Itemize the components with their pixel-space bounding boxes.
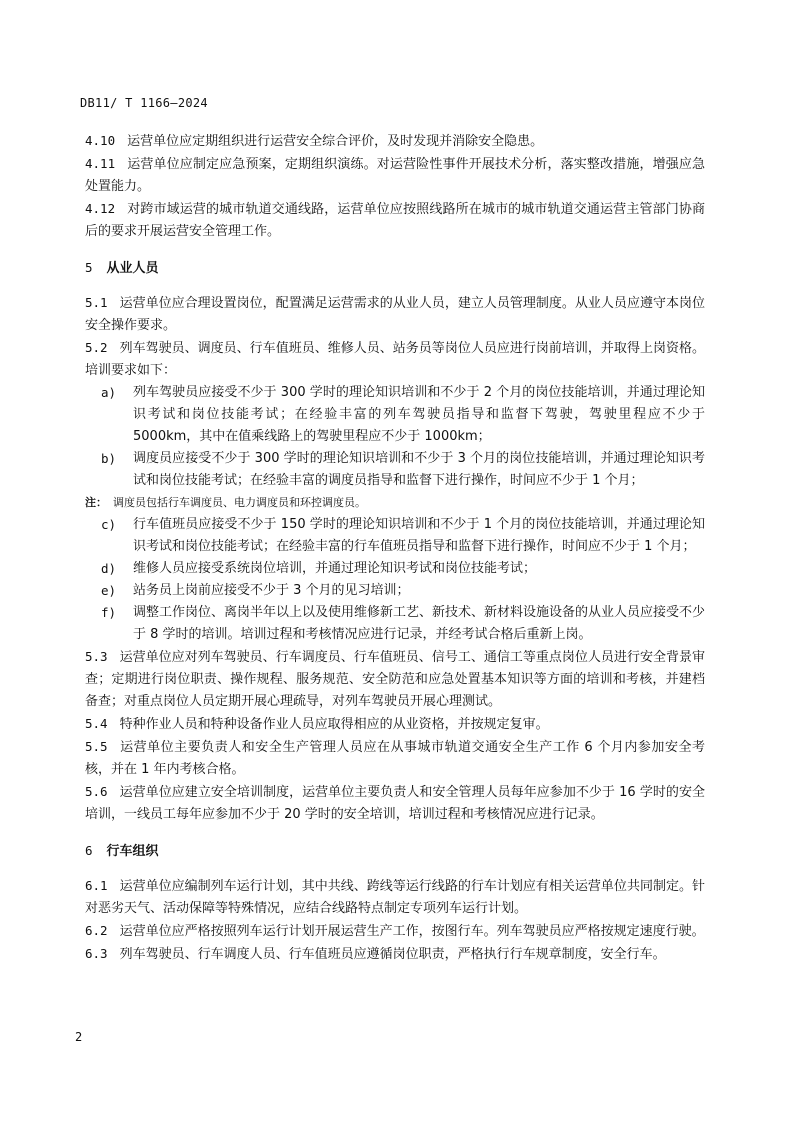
list-item-f: f) 调整工作岗位、离岗半年以上以及使用维修新工艺、新技术、新材料设施设备的从业人员应接受不少于 8 学时的培训。培训过程和考核情况应进行记录，并经考试合格后重新上岗。	[101, 605, 706, 642]
clause-5-5: 5.5 运营单位主要负责人和安全生产管理人员应在从事城市轨道交通安全生产工作 6 个月内参加安全考核，并在 1 年内考核合格。	[85, 739, 705, 777]
clause-6-2: 6.2 运营单位应严格按照列车运行计划开展运营生产工作，按图行车。列车驾驶员应严格按规定速度行驶。	[85, 923, 705, 939]
clause-4-10: 4.10 运营单位应定期组织进行运营安全综合评价，及时发现并消除安全隐患。	[85, 133, 544, 149]
list-item-a: a) 列车驾驶员应接受不少于 300 学时的理论知识培训和不少于 2 个月的岗位技能培训，并通过理论知识考试和岗位技能考试；在经验丰富的列车驾驶员指导和监督下驾驶，驾驶里程应不少于 5000km，其中在值乘线路上的驾驶里程应不少于 1000km；	[101, 385, 705, 444]
clause-5-1: 5.1 运营单位应合理设置岗位，配置满足运营需求的从业人员，建立人员管理制度。从业人员应遵守本岗位安全操作要求。	[85, 295, 705, 333]
header-rule	[80, 116, 708, 117]
clause-5-4: 5.4 特种作业人员和特种设备作业人员应取得相应的从业资格，并按规定复审。	[85, 716, 549, 732]
clause-5-3: 5.3 运营单位应对列车驾驶员、行车调度员、行车值班员、信号工、通信工等重点岗位人员进行安全背景审查；定期进行岗位职责、操作规程、服务规范、安全防范和应急处置基本知识等方面的培训和考核，并建档备查；对重点岗位人员定期开展心理疏导，对列车驾驶员开展心理测试。	[85, 649, 705, 709]
list-item-d: d) 维修人员应接受系统岗位培训，并通过理论知识考试和岗位技能考试；	[101, 561, 537, 576]
section-6-heading: 6 行车组织	[85, 843, 159, 859]
clause-6-3: 6.3 列车驾驶员、行车调度人员、行车值班员应遵循岗位职责，严格执行行车规章制度，安全行车。	[85, 946, 666, 962]
clause-5-2: 5.2 列车驾驶员、调度员、行车值班员、维修人员、站务员等岗位人员应进行岗前培训，并取得上岗资格。培训要求如下：	[85, 340, 705, 378]
list-item-b: b) 调度员应接受不少于 300 学时的理论知识培训和不少于 3 个月的岗位技能培训，并通过理论知识考试和岗位技能考试；在经验丰富的调度员指导和监督下进行操作，时间应不少于 1 个月；	[101, 451, 705, 488]
clause-4-11: 4.11 运营单位应制定应急预案，定期组织演练。对运营险性事件开展技术分析，落实整改措施，增强应急处置能力。	[85, 156, 705, 194]
clause-4-12: 4.12 对跨市域运营的城市轨道交通线路，运营单位应按照线路所在城市的城市轨道交通运营主管部门协商后的要求开展运营安全管理工作。	[85, 201, 705, 239]
list-item-c: c) 行车值班员应接受不少于 150 学时的理论知识培训和不少于 1 个月的岗位技能培训，并通过理论知识考试和岗位技能考试；在经验丰富的行车值班员指导和监督下进行操作，时间应不少于 1 个月；	[101, 517, 705, 554]
clause-6-1: 6.1 运营单位应编制列车运行计划，其中共线、跨线等运行线路的行车计划应有相关运营单位共同制定。针对恶劣天气、活动保障等特殊情况，应结合线路特点制定专项列车运行计划。	[85, 878, 705, 916]
list-item-e: e) 站务员上岗前应接受不少于 3 个月的见习培训；	[101, 583, 410, 598]
document-body	[85, 130, 705, 966]
document-code-header: DB11/ T 1166—2024	[80, 96, 208, 110]
note: 注： 调度员包括行车调度员、电力调度员和环控调度员。	[85, 496, 366, 509]
section-5-heading: 5 从业人员	[85, 260, 159, 276]
clause-5-6: 5.6 运营单位应建立安全培训制度，运营单位主要负责人和安全管理人员每年应参加不少于 16 学时的安全培训，一线员工每年应参加不少于 20 学时的安全培训，培训过程和考核情况应进行记录。	[85, 784, 705, 822]
page-number: 2	[75, 1030, 83, 1044]
